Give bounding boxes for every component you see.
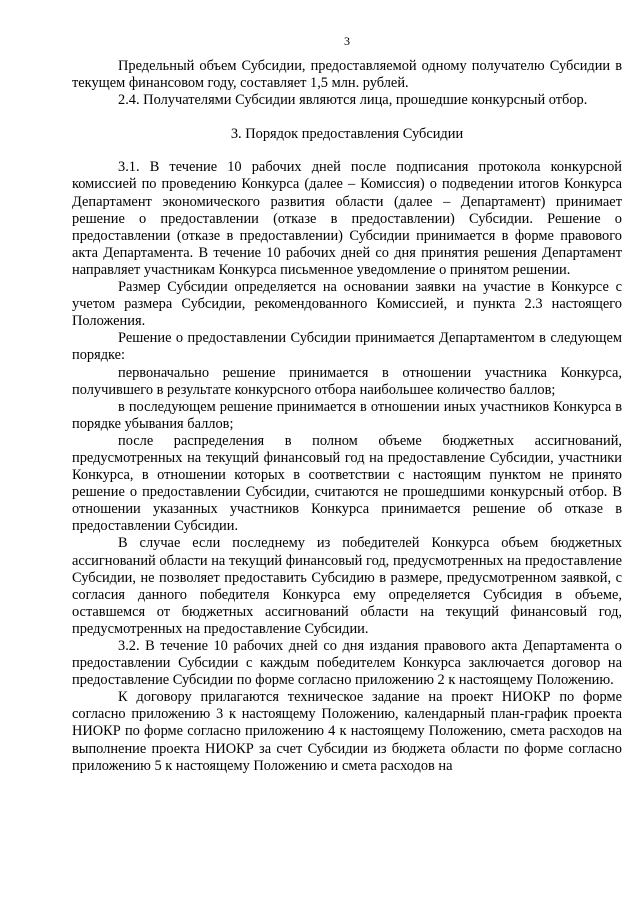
section-heading: 3. Порядок предоставления Субсидии xyxy=(230,126,464,143)
paragraph-subsidy-size: Размер Субсидии определяется на основании заявки на участие в Конкурсе с учетом размера Субсидии, рекомендованного Комиссией, и пункта 2.3 настоящего Положения. xyxy=(72,279,622,330)
paragraph-3-1: 3.1. В течение 10 рабочих дней после подписания протокола конкурсной комиссией по проведению Конкурса (далее – Комиссия) о подведении итогов Конкурса Департамент экономического развития области (далее – Департамент) принимает решение о предоставлении (отказе в предоставлении) Субсидии. Решение о предоставлении (отказе в предоставлении) Субсидии принимается в форме правового акта Департамента. В течение 10 рабочих дней со дня принятия решения Департамент направляет участникам Конкурса письменное уведомление о принятом решении. xyxy=(72,159,622,278)
paragraph-2-4: 2.4. Получателями Субсидии являются лица, прошедшие конкурсный отбор. xyxy=(118,92,588,109)
page-number: 3 xyxy=(344,34,350,48)
paragraph-subsequent-decision: в последующем решение принимается в отношении иных участников Конкурса в порядке убывания баллов; xyxy=(72,398,622,432)
paragraph-contract-attachments: К договору прилагаются техническое задание на проект НИОКР по форме согласно приложению 3 к настоящему Положению, календарный план-график проекта НИОКР по форме согласно приложению 4 к настоящему Положению, смета расходов на выполнение проекта НИОКР за счет Субсидии из бюджета области по форме согласно приложению 5 к настоящему Положению и смета расходов на xyxy=(72,689,622,774)
paragraph-after-distribution: после распределения в полном объеме бюджетных ассигнований, предусмотренных на текущий финансовый год на предоставление Субсидии, участники Конкурса, в отношении которых в соответствии с настоящим пунктом не принято решение о предоставлении Субсидии, считаются не прошедшими конкурсный отбор. В отношении указанных участников Конкурса принимается решение об отказе в предоставлении Субсидии. xyxy=(72,432,622,535)
paragraph-last-winner: В случае если последнему из победителей Конкурса объем бюджетных ассигнований области на текущий финансовый год, предусмотренных на предоставление Субсидии, не позволяет предоставить Субсидию в размере, предусмотренном заявкой, с согласия данного победителя Конкурса ему определяется Субсидия в объеме, оставшемся от бюджетных ассигнований области на текущий финансовый год, предусмотренных на предоставление Субсидии. xyxy=(72,535,622,637)
paragraph-subsidy-limit: Предельный объем Субсидии, предоставляемой одному получателю Субсидии в текущем финансовом году, составляет 1,5 млн. рублей. xyxy=(72,58,622,92)
paragraph-decision-order: Решение о предоставлении Субсидии принимается Департаментом в следующем порядке: xyxy=(72,330,622,364)
paragraph-first-decision: первоначально решение принимается в отношении участника Конкурса, получившего в результате конкурсного отбора наибольшее количество баллов; xyxy=(72,364,622,398)
paragraph-3-2: 3.2. В течение 10 рабочих дней со дня издания правового акта Департамента о предоставлении Субсидии с каждым победителем Конкурса заключается договор на предоставление Субсидии по форме согласно приложению 2 к настоящему Положению. xyxy=(72,638,622,689)
document-body xyxy=(72,58,622,775)
